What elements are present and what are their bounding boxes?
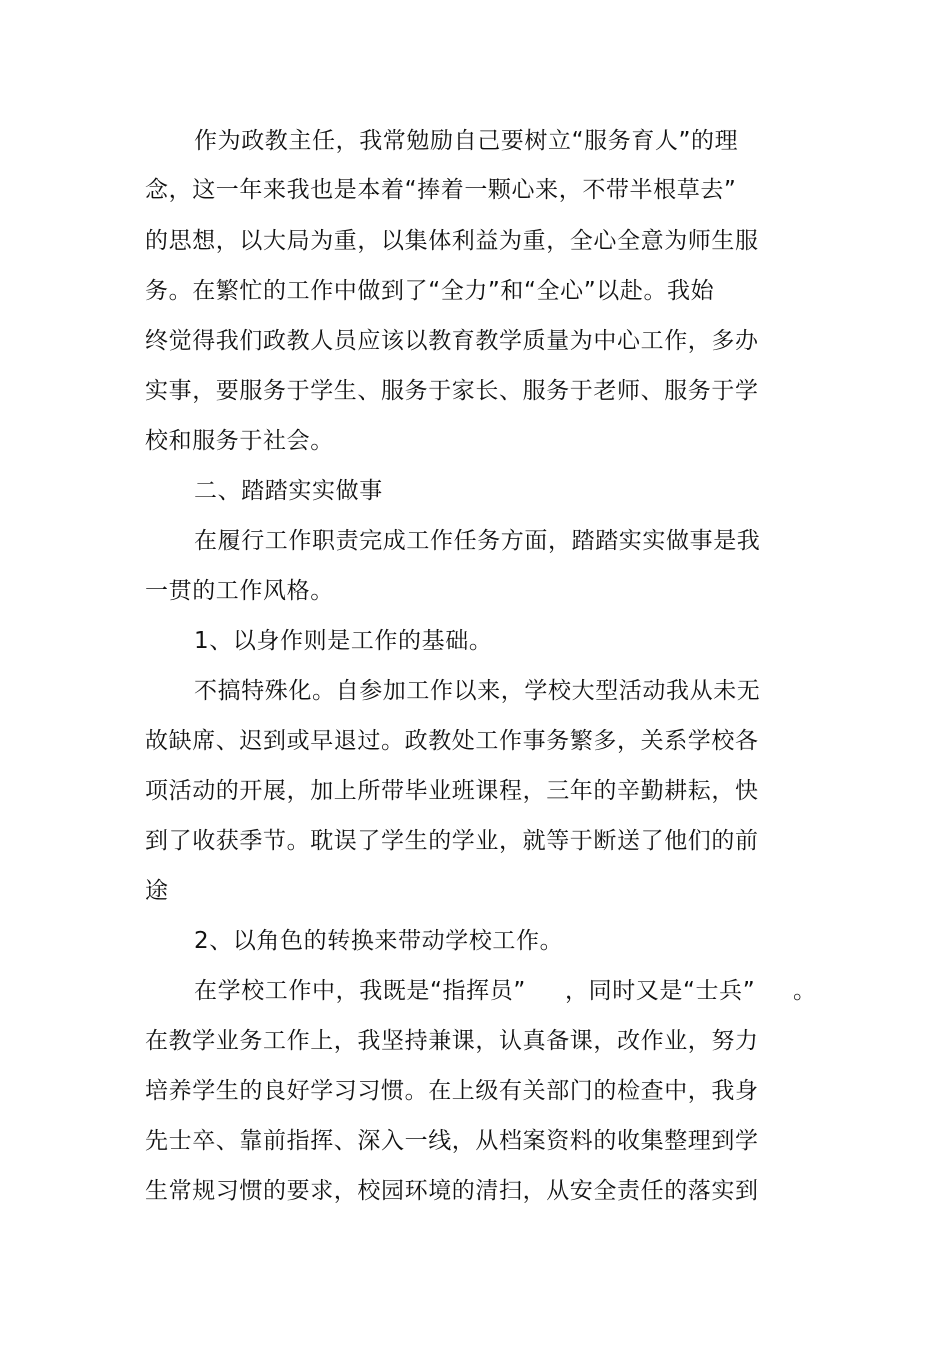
paragraph-line: 一贯的工作风格。 — [145, 578, 334, 604]
paragraph-line: 在履行工作职责完成工作任务方面，踏踏实实做事是我 — [194, 528, 761, 554]
paragraph-line: 终觉得我们政教人员应该以教育教学质量为中心工作，多办 — [145, 328, 759, 354]
paragraph-line: 在教学业务工作上，我坚持兼课，认真备课，改作业，努力 — [145, 1028, 759, 1054]
paragraph-line: 校和服务于社会。 — [145, 428, 334, 454]
paragraph-line: 务。在繁忙的工作中做到了“全力”和“全心”以赴。我始 — [145, 278, 715, 304]
paragraph-line: 实事，要服务于学生、服务于家长、服务于老师、服务于学 — [145, 378, 759, 404]
paragraph-line: 先士卒、靠前指挥、深入一线，从档案资料的收集整理到学 — [145, 1128, 759, 1154]
paragraph-line: 不搞特殊化。自参加工作以来，学校大型活动我从未无 — [194, 678, 761, 704]
paragraph-line: 途 — [145, 878, 169, 904]
paragraph-line: 念，这一年来我也是本着“捧着一颗心来，不带半根草去” — [145, 177, 737, 203]
paragraph-line: 故缺席、迟到或早退过。政教处工作事务繁多，关系学校各 — [145, 728, 759, 754]
section-heading: 二、踏踏实实做事 — [194, 478, 383, 504]
paragraph-line-fragment: ，同时又是“士兵” — [565, 978, 756, 1004]
paragraph-line: 作为政教主任，我常勉励自己要树立“服务育人”的理 — [194, 128, 739, 154]
paragraph-line-fragment: 。 — [793, 978, 817, 1004]
paragraph-line: 到了收获季节。耽误了学生的学业，就等于断送了他们的前 — [145, 828, 759, 854]
paragraph-line: 的思想，以大局为重，以集体利益为重，全心全意为师生服 — [145, 228, 759, 254]
subsection-heading: 1、以身作则是工作的基础。 — [194, 628, 493, 654]
paragraph-line: 培养学生的良好学习习惯。在上级有关部门的检查中，我身 — [145, 1078, 759, 1104]
subsection-heading: 2、以角色的转换来带动学校工作。 — [194, 928, 564, 954]
paragraph-line: 生常规习惯的要求，校园环境的清扫，从安全责任的落实到 — [145, 1178, 759, 1204]
paragraph-line: 项活动的开展，加上所带毕业班课程，三年的辛勤耕耘，快 — [145, 778, 759, 804]
paragraph-line: 在学校工作中，我既是“指挥员” — [194, 978, 526, 1004]
